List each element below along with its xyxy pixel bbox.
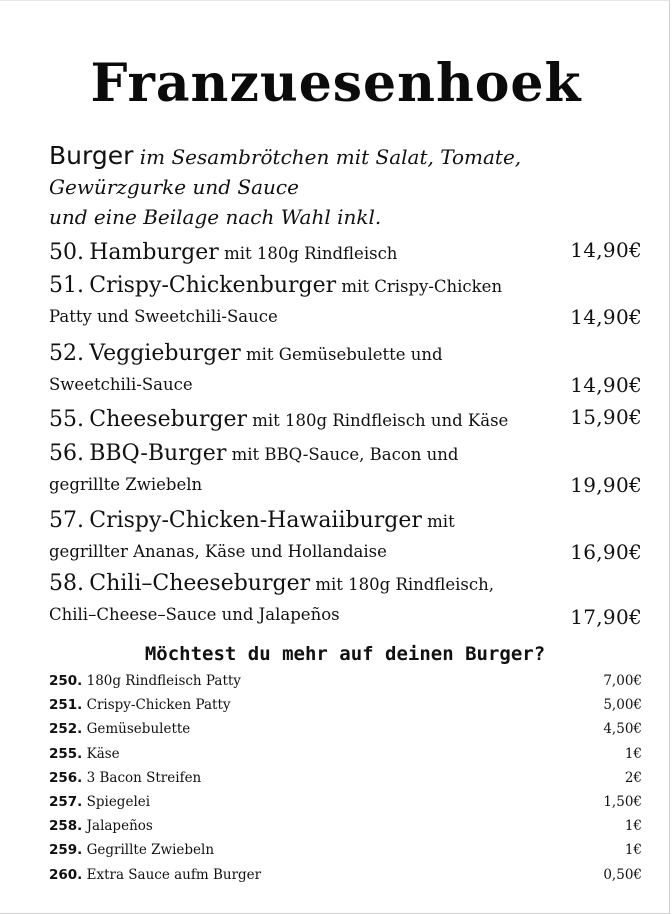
- item-desc-cont: Sweetchili-Sauce: [49, 375, 193, 394]
- extra-name: Jalapeños: [86, 818, 153, 835]
- extra-name: Extra Sauce aufm Burger: [86, 866, 262, 883]
- extra-name: 180g Rindfleisch Patty: [86, 673, 241, 689]
- item-desc: mit: [427, 512, 455, 531]
- intro-desc-line2: Gewürzgurke und Sauce: [49, 175, 299, 199]
- item-name: Cheeseburger: [89, 407, 247, 432]
- extra-number: 250.: [49, 673, 83, 689]
- extra-name: Käse: [86, 745, 120, 762]
- item-desc: mit 180g Rindfleisch,: [315, 575, 494, 594]
- item-price: 14,90€: [570, 373, 642, 397]
- extra-name: 3 Bacon Streifen: [86, 769, 202, 786]
- item-number: 56.: [49, 441, 84, 466]
- extra-number: 258.: [49, 818, 83, 835]
- item-number: 52.: [49, 341, 84, 366]
- item-desc-cont: Chili–Cheese–Sauce und Jalapeños: [49, 605, 340, 624]
- extra-item: [49, 814, 642, 838]
- extra-item: [49, 717, 642, 741]
- item-desc: mit 180g Rindfleisch: [224, 244, 398, 263]
- intro-block: [49, 141, 649, 232]
- item-name: Crispy-Chickenburger: [89, 273, 337, 298]
- extra-name: Gemüsebulette: [86, 721, 191, 738]
- extra-price: 1,50€: [603, 793, 642, 810]
- menu-item: [49, 569, 642, 630]
- extra-name: Crispy-Chicken Patty: [86, 697, 231, 714]
- extra-price: 1€: [624, 745, 642, 762]
- menu-item: [49, 271, 642, 332]
- item-desc: mit BBQ-Sauce, Bacon und: [231, 445, 459, 464]
- item-name: BBQ-Burger: [89, 441, 227, 466]
- item-price: 15,90€: [570, 405, 642, 429]
- extra-item: [49, 693, 642, 717]
- item-desc: mit Crispy-Chicken: [341, 277, 503, 296]
- section-heading: Burger: [49, 141, 134, 170]
- extra-number: 260.: [49, 866, 83, 883]
- extra-item: [49, 669, 642, 693]
- extra-number: 252.: [49, 721, 83, 738]
- item-number: 55.: [49, 407, 84, 432]
- intro-desc-line3: und eine Beilage nach Wahl inkl.: [49, 205, 382, 229]
- extra-item: [49, 766, 642, 790]
- item-price: 19,90€: [570, 473, 642, 497]
- extra-number: 257.: [49, 793, 83, 810]
- item-price: 14,90€: [570, 238, 642, 262]
- extras-title: Möchtest du mehr auf deinen Burger?: [144, 643, 546, 665]
- item-name: Hamburger: [89, 240, 219, 265]
- item-price: 17,90€: [570, 605, 642, 629]
- menu-item: [49, 238, 642, 269]
- extra-price: 1€: [624, 842, 642, 859]
- item-number: 57.: [49, 508, 84, 533]
- extra-name: Spiegelei: [86, 793, 151, 810]
- extra-item: [49, 790, 642, 814]
- extra-number: 255.: [49, 745, 83, 762]
- extra-name: Gegrillte Zwiebeln: [86, 842, 215, 859]
- extra-number: 259.: [49, 842, 83, 859]
- extra-item: [49, 838, 642, 862]
- extra-number: 256.: [49, 769, 83, 786]
- intro-desc-line1: im Sesambrötchen mit Salat, Tomate,: [139, 145, 522, 169]
- extra-price: 4,50€: [603, 721, 642, 738]
- extra-price: 7,00€: [603, 673, 642, 689]
- extra-number: 251.: [49, 697, 83, 714]
- item-price: 16,90€: [570, 540, 642, 564]
- extra-price: 0,50€: [603, 866, 642, 883]
- extra-price: 5,00€: [603, 697, 642, 714]
- menu-item: [49, 405, 642, 436]
- item-name: Crispy-Chicken-Hawaiiburger: [89, 508, 422, 533]
- item-desc-cont: Patty und Sweetchili-Sauce: [49, 307, 278, 326]
- page-title: Franzuesenhoek: [90, 53, 582, 114]
- item-number: 50.: [49, 240, 84, 265]
- extra-price: 1€: [624, 818, 642, 835]
- item-desc: mit 180g Rindfleisch und Käse: [252, 411, 509, 430]
- extra-price: 2€: [624, 769, 642, 786]
- extra-item: [49, 742, 642, 766]
- item-desc-cont: gegrillter Ananas, Käse und Hollandaise: [49, 542, 387, 561]
- item-desc: mit Gemüsebulette und: [246, 345, 443, 364]
- item-number: 58.: [49, 571, 84, 596]
- item-name: Veggieburger: [89, 341, 241, 366]
- menu-item: [49, 339, 642, 400]
- item-name: Chili–Cheeseburger: [89, 571, 311, 596]
- menu-item: [49, 506, 642, 567]
- menu-item: [49, 439, 642, 500]
- item-price: 14,90€: [570, 305, 642, 329]
- extras-list: [49, 669, 642, 887]
- item-desc-cont: gegrillte Zwiebeln: [49, 475, 203, 494]
- extra-item: [49, 863, 642, 887]
- item-number: 51.: [49, 273, 84, 298]
